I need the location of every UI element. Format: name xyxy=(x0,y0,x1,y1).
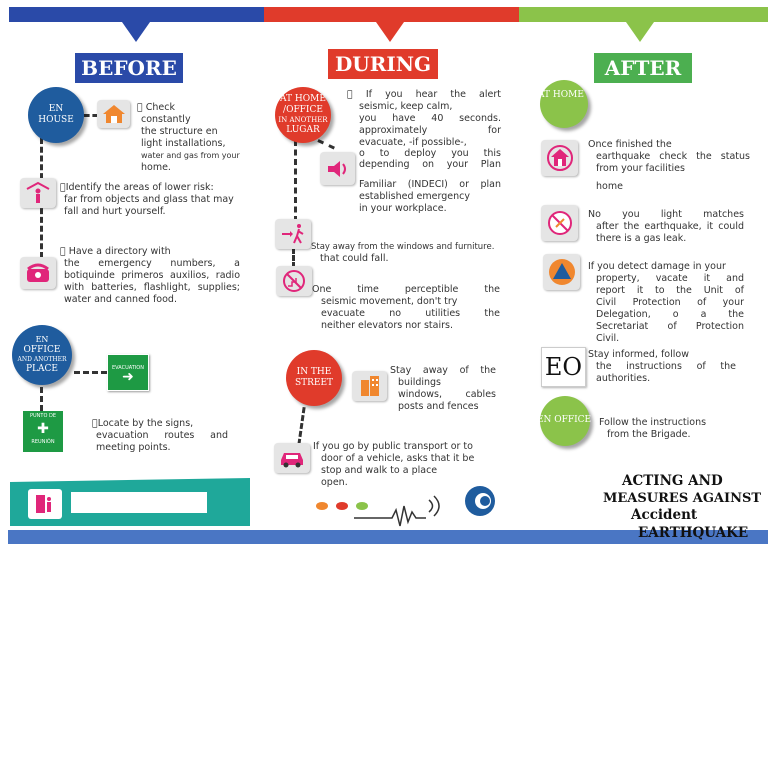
circle-en-office: EN OFFICE AND ANOTHER PLACE xyxy=(12,325,72,385)
connector-before-office-h xyxy=(74,371,107,374)
evacuation-sign: EVACUATION ➜ xyxy=(107,354,149,391)
house-inspect-icon-box xyxy=(541,140,578,176)
no-matches-icon-box xyxy=(541,205,578,241)
person-roof-icon xyxy=(25,181,51,205)
during-vehicle-text: If you go by public transport or to door of a vehicle, asks that it be stop and walk to a place open. xyxy=(313,441,475,488)
title-block xyxy=(600,473,768,524)
red-pointer xyxy=(376,22,404,42)
connector-during-2 xyxy=(292,248,295,268)
before-risk-text: Identify the areas of lower risk: far from objects and glass that may fall and hurt yourself. xyxy=(60,182,234,217)
after-informed-text: Stay informed, follow the instructions of the authorities. xyxy=(588,349,736,384)
before-locate-text: Locate by the signs, evacuation routes and meeting points. xyxy=(92,418,228,453)
after-matches-text: No you light matches after the earthquake, it could there is a gas leak. xyxy=(588,209,744,244)
no-stairs-icon xyxy=(282,269,306,293)
person-roof-icon-box xyxy=(20,178,56,208)
title-line-3: Accident xyxy=(631,507,698,523)
car-icon-box xyxy=(274,443,310,473)
circle-at-home-office: AT HOME /OFFICE IN ANOTHER LUGAR xyxy=(275,87,331,143)
connector-during-1 xyxy=(294,140,297,222)
circle-after-at-home: AT HOME xyxy=(540,80,588,128)
after-brigade-text: Follow the instructions from the Brigade. xyxy=(599,417,707,440)
building-icon xyxy=(357,374,383,398)
seismograph-logo xyxy=(314,492,454,532)
during-street-text: Stay away of the buildings windows, cables posts and fences xyxy=(390,365,496,412)
walking-person-icon xyxy=(280,222,306,246)
no-matches-icon xyxy=(546,209,574,237)
arrow-right-icon: ➜ xyxy=(122,369,134,385)
top-band-blue xyxy=(9,7,264,22)
exit-door-icon-box xyxy=(28,489,62,519)
house-icon xyxy=(101,103,127,125)
phone-icon-box xyxy=(20,257,56,289)
building-icon-box xyxy=(352,371,387,401)
exit-door-icon xyxy=(33,492,57,516)
header-after: AFTER xyxy=(594,53,692,83)
top-band-green xyxy=(519,7,768,22)
meeting-point-sign: PUNTO DE ✚ REUNIÓN xyxy=(23,411,63,452)
eo-icon-box xyxy=(541,347,586,387)
after-damage-text: If you detect damage in your property, vacate it and report it to the Unit of Civil Protection of your Delegation, o a the Secretariat of Protection Civil. xyxy=(588,261,744,344)
eo-label: EO xyxy=(544,353,583,381)
before-check-text: Check constantly the structure en light installations, water and gas from your home. xyxy=(137,102,240,173)
title-line-2: MEASURES AGAINST xyxy=(603,491,762,506)
circle-en-house: EN HOUSE xyxy=(28,87,84,143)
title-line-1: ACTING AND xyxy=(622,473,723,489)
teal-banner-blank xyxy=(71,492,207,513)
after-status-text: Once finished the earthquake check the status from your facilities home xyxy=(588,139,750,192)
header-during: DURING xyxy=(328,49,438,79)
circle-in-the-street: IN THE STREET xyxy=(286,350,342,406)
meeting-arrows-icon: ✚ xyxy=(37,421,49,437)
car-icon xyxy=(278,448,306,468)
phone-icon xyxy=(24,261,52,285)
top-band-red xyxy=(264,7,519,22)
connector-during-street xyxy=(297,407,305,445)
circle-after-en-office: EN OFFICE xyxy=(540,396,590,446)
connector-before-h xyxy=(84,114,98,117)
during-movement-text: One time perceptible the seismic movement, don't try evacuate no utilities the neither elevators nor stairs. xyxy=(312,284,500,331)
connector-before-office-v xyxy=(40,387,43,411)
civil-protection-icon xyxy=(548,258,576,286)
connector-during-h xyxy=(317,139,335,149)
during-windows-text: Stay away from the windows and furniture. that could fall. xyxy=(311,242,495,264)
during-alert-text: If you hear the alert seismic, keep calm, you have 40 seconds. approximately for evacuate, -if possible-, o to deploy you this depending on your Plan Familiar (INDECI) or plan established emergency in your workplace. xyxy=(347,89,501,214)
civil-protection-icon-box xyxy=(543,254,580,290)
green-pointer xyxy=(626,22,654,42)
institution-logo xyxy=(462,485,498,517)
no-elevator-icon-box xyxy=(276,266,312,296)
blue-pointer xyxy=(122,22,150,42)
before-directory-text: Have a directory with the emergency numbers, a botiquinde primeros auxilios, radio with batteries, flashlight, supplies; water and canned food. xyxy=(60,246,240,305)
title-line-4: EARTHQUAKE xyxy=(638,525,749,541)
house-icon-box xyxy=(97,100,130,128)
walk-away-icon-box xyxy=(275,219,311,249)
house-check-icon xyxy=(546,144,574,172)
header-before: BEFORE xyxy=(75,53,183,83)
